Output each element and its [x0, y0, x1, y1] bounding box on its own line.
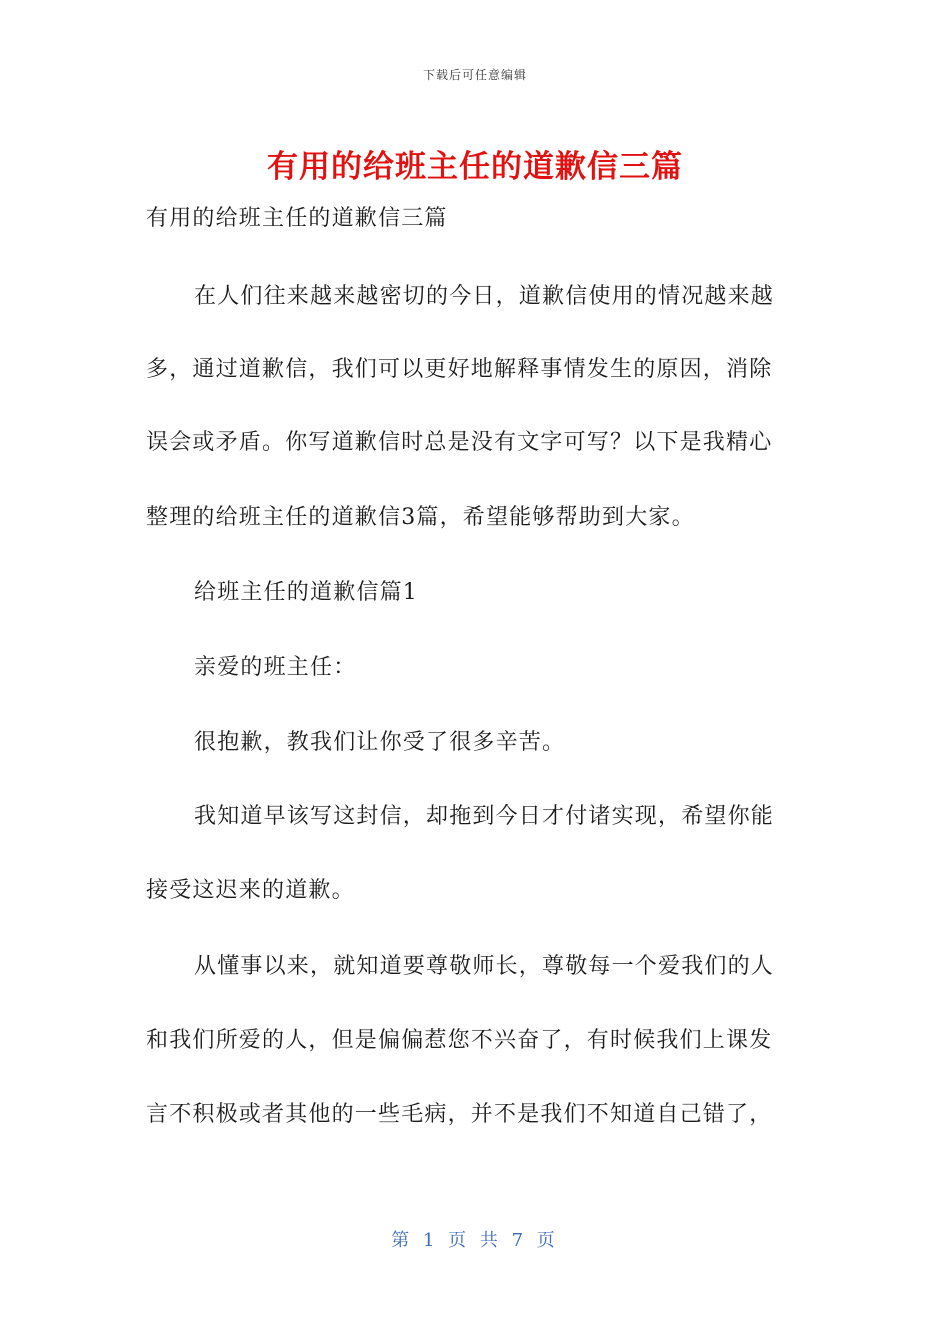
paragraph-line: 很抱歉，教我们让你受了很多辛苦。: [194, 730, 566, 755]
paragraph-line: 多，通过道歉信，我们可以更好地解释事情发生的原因，消除: [146, 357, 773, 382]
document-title: 有用的给班主任的道歉信三篇: [267, 149, 683, 185]
subtitle-line: 有用的给班主任的道歉信三篇: [146, 206, 448, 231]
page-number: 第 1 页 共 7 页: [391, 1230, 559, 1251]
paragraph-line: 从懂事以来，就知道要尊敬师长，尊敬每一个爱我们的人: [194, 954, 775, 979]
paragraph-line: 接受这迟来的道歉。: [146, 878, 355, 903]
paragraph-line: 在人们往来越来越密切的今日，道歉信使用的情况越来越: [194, 284, 775, 309]
salutation: 亲爱的班主任：: [194, 655, 357, 680]
paragraph-line: 我知道早该写这封信，却拖到今日才付诸实现，希望你能: [194, 804, 775, 829]
paragraph-line: 和我们所爱的人，但是偏偏惹您不兴奋了，有时候我们上课发: [146, 1028, 773, 1053]
section-heading: 给班主任的道歉信篇1: [194, 580, 418, 605]
paragraph-line: 整理的给班主任的道歉信3篇，希望能够帮助到大家。: [146, 505, 695, 530]
header-note: 下载后可任意编辑: [422, 68, 527, 82]
paragraph-line: 言不积极或者其他的一些毛病，并不是我们不知道自己错了，: [146, 1102, 773, 1127]
paragraph-line: 误会或矛盾。你写道歉信时总是没有文字可写？以下是我精心: [146, 430, 773, 455]
